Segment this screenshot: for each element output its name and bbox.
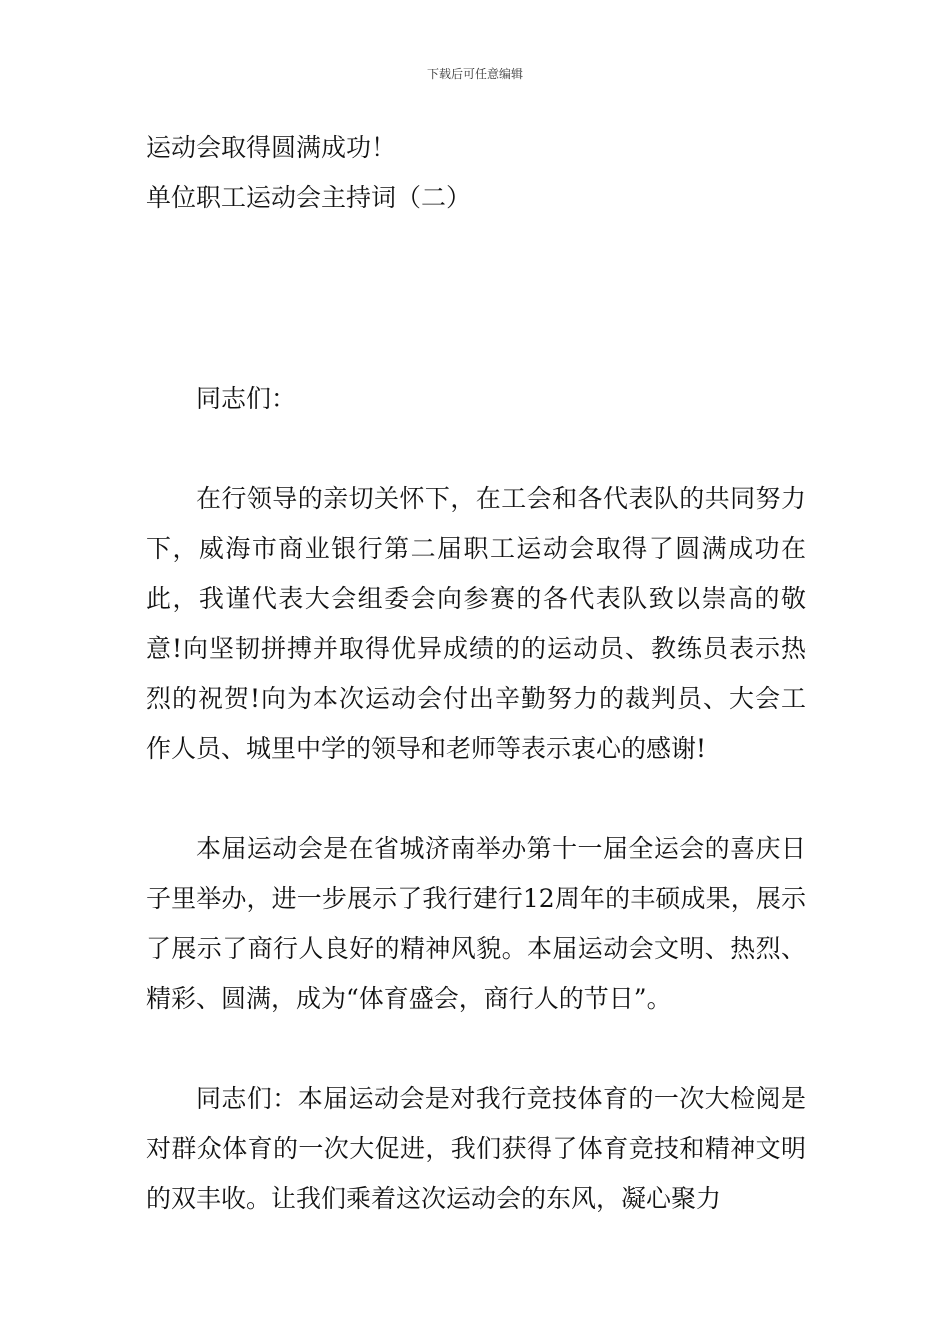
section-title: 单位职工运动会主持词（二）	[146, 183, 472, 212]
body-paragraph-1: 在行领导的亲切关怀下，在工会和各代表队的共同努力下，威海市商业银行第二届职工运动会取得了圆满成功在此，我谨代表大会组委会向参赛的各代表队致以崇高的敬意!向坚韧拼搏并取得优异成绩的的运动员、教练员表示热烈的祝贺!向为本次运动会付出辛勤努力的裁判员、大会工作人员、城里中学的领导和老师等表示衷心的感谢!	[146, 484, 806, 763]
header-note: 下载后可任意编辑	[426, 67, 523, 81]
body-paragraph-3: 同志们：本届运动会是对我行竞技体育的一次大检阅是对群众体育的一次大促进，我们获得了体育竞技和精神文明的双丰收。让我们乘着这次运动会的东风，凝心聚力	[146, 1084, 806, 1213]
body-paragraph-2: 本届运动会是在省城济南举办第十一届全运会的喜庆日子里举办，进一步展示了我行建行12周年的丰硕成果，展示了展示了商行人良好的精神风貌。本届运动会文明、热烈、精彩、圆满，成为“体育盛会，商行人的节日”。	[146, 834, 806, 1013]
greeting-paragraph: 同志们：	[196, 384, 297, 413]
closing-line: 运动会取得圆满成功！	[146, 133, 397, 162]
